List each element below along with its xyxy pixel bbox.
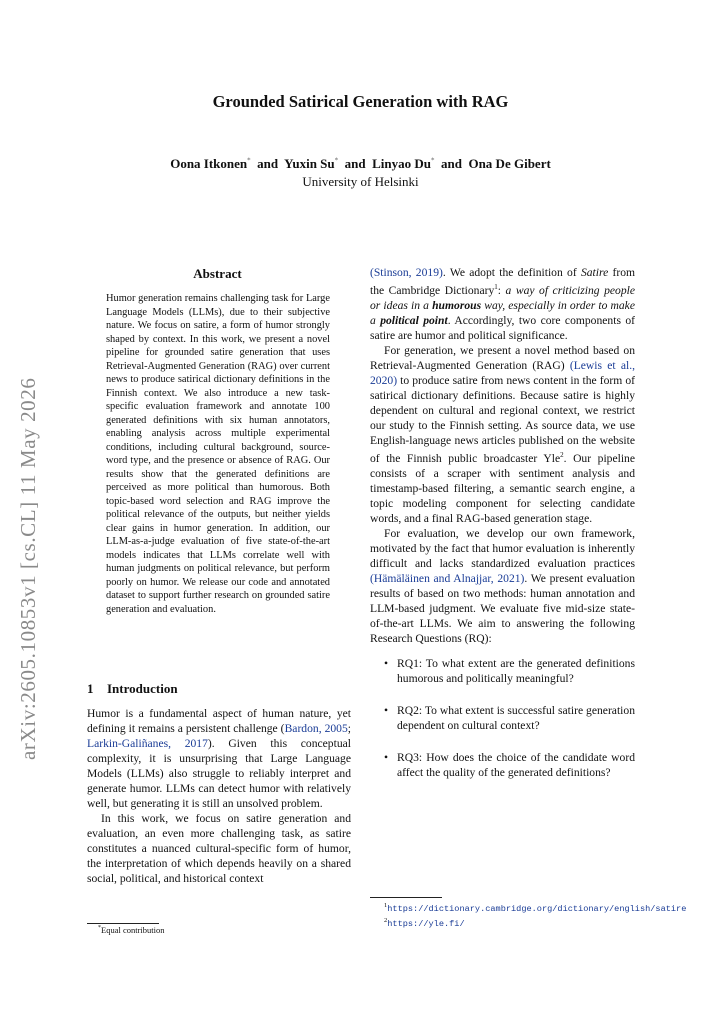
intro-paragraph-3: (Stinson, 2019). We adopt the definition of Satire from the Cambridge Dictionary$^1$: a way of criticizing people or ideas in a humorous way, especially in order to make a political point. Accordingly, two core components of satire are humor and political significance. (370, 266, 636, 342)
footnote-marker[interactable]: 1 (494, 283, 498, 291)
citation-link[interactable]: (Lewis et al., 2020) (370, 358, 635, 387)
author-separator: and (441, 156, 462, 171)
author-name: Linyao Du (372, 156, 431, 171)
arxiv-identifier: arXiv:2605.10853v1 [cs.CL] 11 May 2026 (16, 377, 40, 760)
intro-paragraph-5: For evaluation, we develop our own framework, motivated by the fact that humor evaluation is inherently difficult and lacks standardized evaluation practices (Hämäläinen and Alnajjar, 2021). We present evaluation results of based on two methods: human annotation and LLM-based judgment. We evaluate five mid-size state-of-the-art LLMs. We aim to answering the following Research Questions (RQ): (370, 526, 636, 645)
author-name: Yuxin Su (284, 156, 335, 171)
equal-contribution-mark: * (247, 156, 251, 165)
paper-title: Grounded Satirical Generation with RAG (212, 92, 509, 111)
right-column-body (370, 265, 635, 797)
citation-link[interactable]: (Hämäläinen and Alnajjar, 2021) (370, 571, 525, 585)
footnote-marker[interactable]: 2 (560, 450, 564, 459)
equal-contribution-mark: * (431, 156, 435, 165)
footnote-2: $^2$https://yle.fi/ (384, 917, 465, 929)
footnote-divider (370, 897, 442, 898)
equal-contribution-mark: * (334, 156, 339, 165)
author-name: Ona De Gibert (468, 156, 551, 171)
abstract-heading: Abstract (193, 266, 242, 281)
footnote-equal-contribution: *Equal contribution (98, 925, 165, 935)
footnote-1: $^1$https://dictionary.cambridge.org/dictionary/english/satire (384, 902, 687, 914)
affiliation: University of Helsinki (302, 174, 419, 189)
citation-link[interactable]: (Stinson, 2019) (370, 266, 443, 279)
author-separator: and (344, 156, 366, 171)
intro-paragraph-2: In this work, we focus on satire generation and evaluation, an even more challenging task, as satire constitutes a nuanced cultural-specific form of humor, the interpretation of which depends heavily on a shared social, political, and historical context (87, 812, 351, 885)
footnote-url-link[interactable]: https://yle.fi/ (387, 919, 465, 929)
footnotes-right (370, 900, 687, 930)
section-heading (87, 681, 178, 697)
research-questions-list (370, 656, 635, 780)
abstract-body: Humor generation remains challenging task for Large Language Models (LLMs), due to their subjective nature. We focus on satire, a form of humor strongly shaped by context. In this work, we present a novel pipeline for grounded satire generation that uses Retrieval-Augmented Generation (RAG) over current news to produce satirical dictionary definitions in the Finnish context. We also introduce a new task-specific evaluation framework and annotate 100 generated definitions with six human annotators, enabling analysis across multiple experimental conditions, including cultural background, source-word type, and the presence or absence of RAG. Our results show that the generated definitions are perceived as more political than humorous. Both topic-based word selection and RAG improve the political relevance of the outputs, but neither yields clear gains in humor generation. In addition, our LLM-as-a-judge evaluation of five state-of-the-art models indicates that LLMs correlate well with human judgments on political relevance, but perform poorly on humor. We release our code and annotated dataset to support further research on grounded satire generation and evaluation. (106, 293, 330, 615)
intro-paragraph-1: Humor is a fundamental aspect of human nature, yet defining it remains a persistent challenge (Bardon, 2005; Larkin-Galiñanes, 2017). Given this conceptual complexity, it is unsurprising that Large Language Models (LLMs) also struggle to reliably interpret and generate humor. LLMs can detect humor with relatively well, but generating it is still an unsolved problem. (87, 707, 351, 810)
footnote-url-link[interactable]: https://dictionary.cambridge.org/dictionary/english/satire (387, 904, 687, 914)
intro-paragraph-4: For generation, we present a novel method based on Retrieval-Augmented Generation (RAG) (Lewis et al., 2020) to produce satire from news content in the form of satirical dictionary definitions. Because satire is highly dependent on cultural and regional context, we restrict our study to the Finnish setting. As source data, we use English-language news articles published on the website of the Finnish public broadcaster Yle$^2$. Our pipeline consists of a scraper with sentiment analysis and timestamp-based filtering, a semantic search engine, a topic modeling component for selecting candidate words, and a final RAG-based generation stage. (370, 343, 635, 525)
research-question-item: • RQ2: To what extent is successful satire generation dependent on cultural context? (370, 703, 635, 733)
footnote-divider (87, 923, 159, 924)
research-question-item: • RQ1: To what extent are the generated definitions humorous and politically meaningful? (370, 656, 635, 686)
author-name: Oona Itkonen (170, 156, 248, 171)
author-separator: and (257, 156, 279, 171)
citation-link[interactable]: Larkin-Galiñanes, 2017 (87, 737, 208, 750)
section-title: Introduction (107, 681, 178, 696)
left-column-body (87, 706, 351, 886)
citation-link[interactable]: Bardon, 2005 (284, 722, 348, 735)
research-question-item: • RQ3: How does the choice of the candidate word affect the quality of the generated definitions? (370, 750, 635, 780)
section-number: 1 (87, 681, 94, 696)
author-list (0, 156, 721, 172)
